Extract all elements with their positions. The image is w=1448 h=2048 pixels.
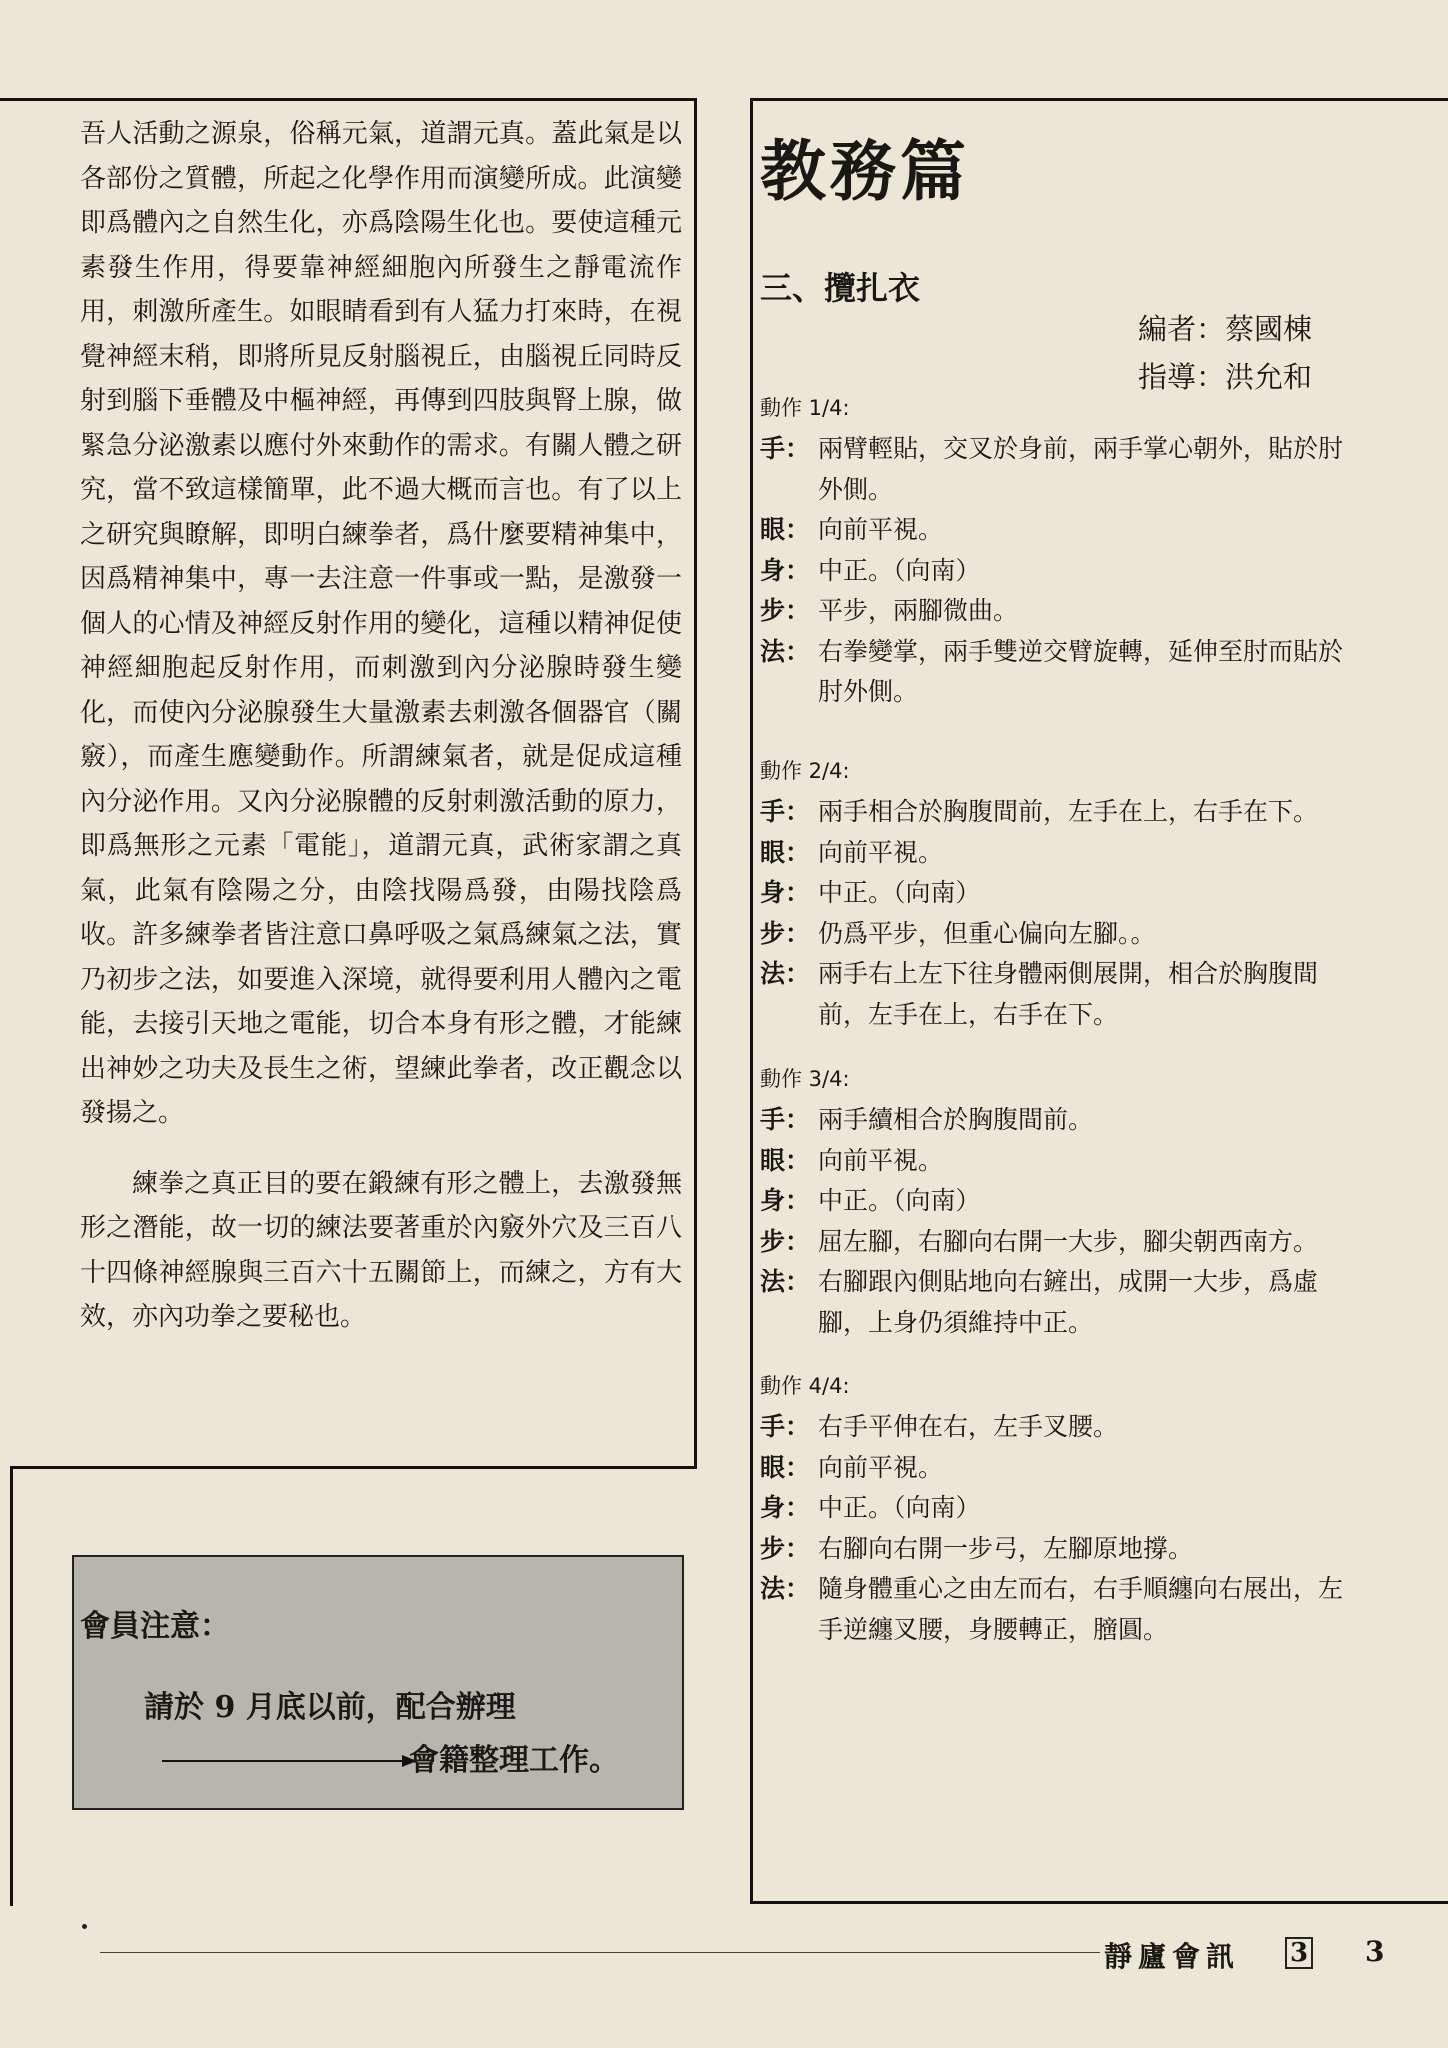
step-row [760, 551, 1360, 592]
step-key: 法： [760, 1574, 811, 1603]
notice-title: 會員注意： [80, 1609, 230, 1644]
step-text: 右手平伸在右，左手叉腰。 [818, 1412, 1119, 1441]
step-row [760, 632, 1360, 713]
move-block [760, 755, 1360, 1035]
step-row [760, 1181, 1360, 1222]
footer-dot [82, 1924, 87, 1929]
step-text: 右拳變掌，兩手雙逆交臂旋轉，延伸至肘而貼於肘外側。 [818, 636, 1344, 706]
notice-text: 會籍整理工作。 [409, 1743, 619, 1778]
step-key: 手： [760, 1412, 811, 1441]
notice-text: 請於 9 月底以前，配合辦理 [144, 1690, 516, 1725]
step-key: 法： [760, 959, 811, 988]
step-row [760, 1100, 1360, 1141]
step-key: 步： [760, 596, 811, 625]
move-block [760, 392, 1360, 713]
step-key: 身： [760, 555, 811, 585]
step-row [760, 1488, 1360, 1529]
step-key: 步： [760, 1533, 811, 1563]
advisor-credit: 指導：洪允和 [1138, 360, 1313, 394]
step-key: 身： [760, 878, 811, 907]
step-row [760, 792, 1360, 833]
step-text: 仍爲平步，但重心偏向左腳。。 [818, 918, 1156, 948]
step-text: 右腳向右開一步弓，左腳原地撐。 [818, 1533, 1194, 1563]
step-key: 身： [760, 1186, 811, 1215]
step-key: 手： [760, 434, 811, 463]
issue-number-box: 3 [1285, 1937, 1313, 1969]
step-text: 兩手續相合於胸腹間前。 [818, 1105, 1094, 1134]
step-text: 中正。（向南） [818, 1493, 981, 1522]
article-paragraph: 吾人活動之源泉，俗稱元氣，道謂元真。蓋此氣是以各部份之質體，所起之化學作用而演變所成。此演變即爲體內之自然生化，亦爲陰陽生化也。要使這種元素發生作用，得要靠神經細胞內所發生之靜電流作用，刺激所產生。如眼睛看到有人猛力打來時，在視覺神經末稍，即將所見反射腦視丘，由腦視丘同時反射到腦下垂體及中樞神經，再傳到四肢與腎上腺，做緊急分泌激素以應付外來動作的需求。有關人體之研究，當不致這樣簡單，此不過大概而言也。有了以上之研究與瞭解，即明白練拳者，爲什麼要精神集中，因爲精神集中，專一去注意一件事或一點，是激發一個人的心情及神經反射作用的變化，這種以精神促使神經細胞起反射作用，而刺激到內分泌腺時發生變化，而使內分泌腺發生大量激素去刺激各個器官（關竅），而產生應變動作。所謂練氣者，就是促成這種內分泌作用。又內分泌腺體的反射刺激活動的原力，即爲無形之元素「電能」，道謂元真，武術家謂之真氣，此氣有陰陽之分，由陰找陽爲發，由陽找陰爲收。許多練拳者皆注意口鼻呼吸之氣爲練氣之法，實乃初步之法，如要進入深境，就得要利用人體內之電能，去接引天地之電能，切合本身有形之體，才能練出神妙之功夫及長生之術，望練此拳者，改正觀念以發揚之。 [80, 119, 682, 1128]
step-text: 中正。（向南） [818, 555, 981, 585]
step-row [760, 1262, 1360, 1343]
step-text: 右腳跟內側貼地向右鏟出，成開一大步，爲虛腳，上身仍須維持中正。 [818, 1267, 1319, 1337]
divider-line [10, 1466, 697, 1469]
step-key: 步： [760, 918, 811, 948]
step-key: 眼： [760, 837, 811, 867]
step-row [760, 1141, 1360, 1182]
step-key: 手： [760, 797, 811, 826]
step-row [760, 429, 1360, 510]
editor-credit: 編者：蔡國棟 [1138, 312, 1313, 346]
move-label: 動作 4/4: [760, 1374, 850, 1398]
step-text: 隨身體重心之由左而右，右手順纏向右展出，左手逆纏叉腰，身腰轉正，膪圓。 [818, 1574, 1344, 1644]
step-row [760, 1448, 1360, 1489]
step-text: 向前平視。 [818, 837, 944, 867]
step-row [760, 1407, 1360, 1448]
step-row [760, 510, 1360, 551]
step-text: 中正。（向南） [818, 1186, 981, 1215]
arrow-right-icon [162, 1753, 417, 1769]
step-text: 向前平視。 [818, 1145, 944, 1175]
divider-line [10, 1466, 13, 1906]
step-text: 向前平視。 [818, 515, 944, 544]
step-row [760, 1569, 1360, 1650]
step-text: 屈左腳，右腳向右開一大步，腳尖朝西南方。 [818, 1226, 1319, 1256]
section-title: 教務篇 [760, 132, 970, 210]
step-row [760, 954, 1360, 1035]
publication-name: 靜廬會訊 [1104, 1940, 1241, 1973]
step-row [760, 1529, 1360, 1570]
step-row [760, 1222, 1360, 1263]
step-key: 法： [760, 636, 811, 666]
step-key: 眼： [760, 515, 811, 544]
footer-rule [100, 1952, 1100, 1953]
step-row [760, 833, 1360, 874]
article-body [80, 112, 682, 1340]
move-label: 動作 1/4: [760, 396, 850, 420]
step-key: 身： [760, 1493, 811, 1522]
step-key: 眼： [760, 1145, 811, 1175]
step-key: 手： [760, 1105, 811, 1134]
step-text: 向前平視。 [818, 1452, 944, 1482]
step-text: 中正。（向南） [818, 878, 981, 907]
move-block [760, 1370, 1360, 1650]
move-label: 動作 2/4: [760, 759, 850, 783]
step-text: 兩手相合於胸腹間前，左手在上，右手在下。 [818, 797, 1319, 826]
move-label: 動作 3/4: [760, 1067, 850, 1091]
step-key: 法： [760, 1267, 811, 1296]
member-notice-box [72, 1555, 684, 1810]
step-row [760, 591, 1360, 632]
step-text: 兩臂輕貼，交叉於身前，兩手掌心朝外，貼於肘外側。 [818, 434, 1344, 504]
step-text: 兩手右上左下往身體兩側展開，相合於胸腹間前，左手在上，右手在下。 [818, 959, 1319, 1029]
step-text: 平步，兩腳微曲。 [818, 596, 1019, 625]
page-number: 3 [1365, 1935, 1385, 1968]
step-row [760, 873, 1360, 914]
move-block [760, 1063, 1360, 1343]
step-row [760, 914, 1360, 955]
subsection-title: 三、攬扎衣 [760, 269, 921, 307]
step-key: 眼： [760, 1452, 811, 1482]
article-paragraph: 練拳之真正目的要在鍛練有形之體上，去激發無形之潛能，故一切的練法要著重於內竅外穴及三百八十四條神經腺與三百六十五關節上，而練之，方有大效，亦內功拳之要秘也。 [80, 1168, 682, 1332]
step-key: 步： [760, 1226, 811, 1256]
